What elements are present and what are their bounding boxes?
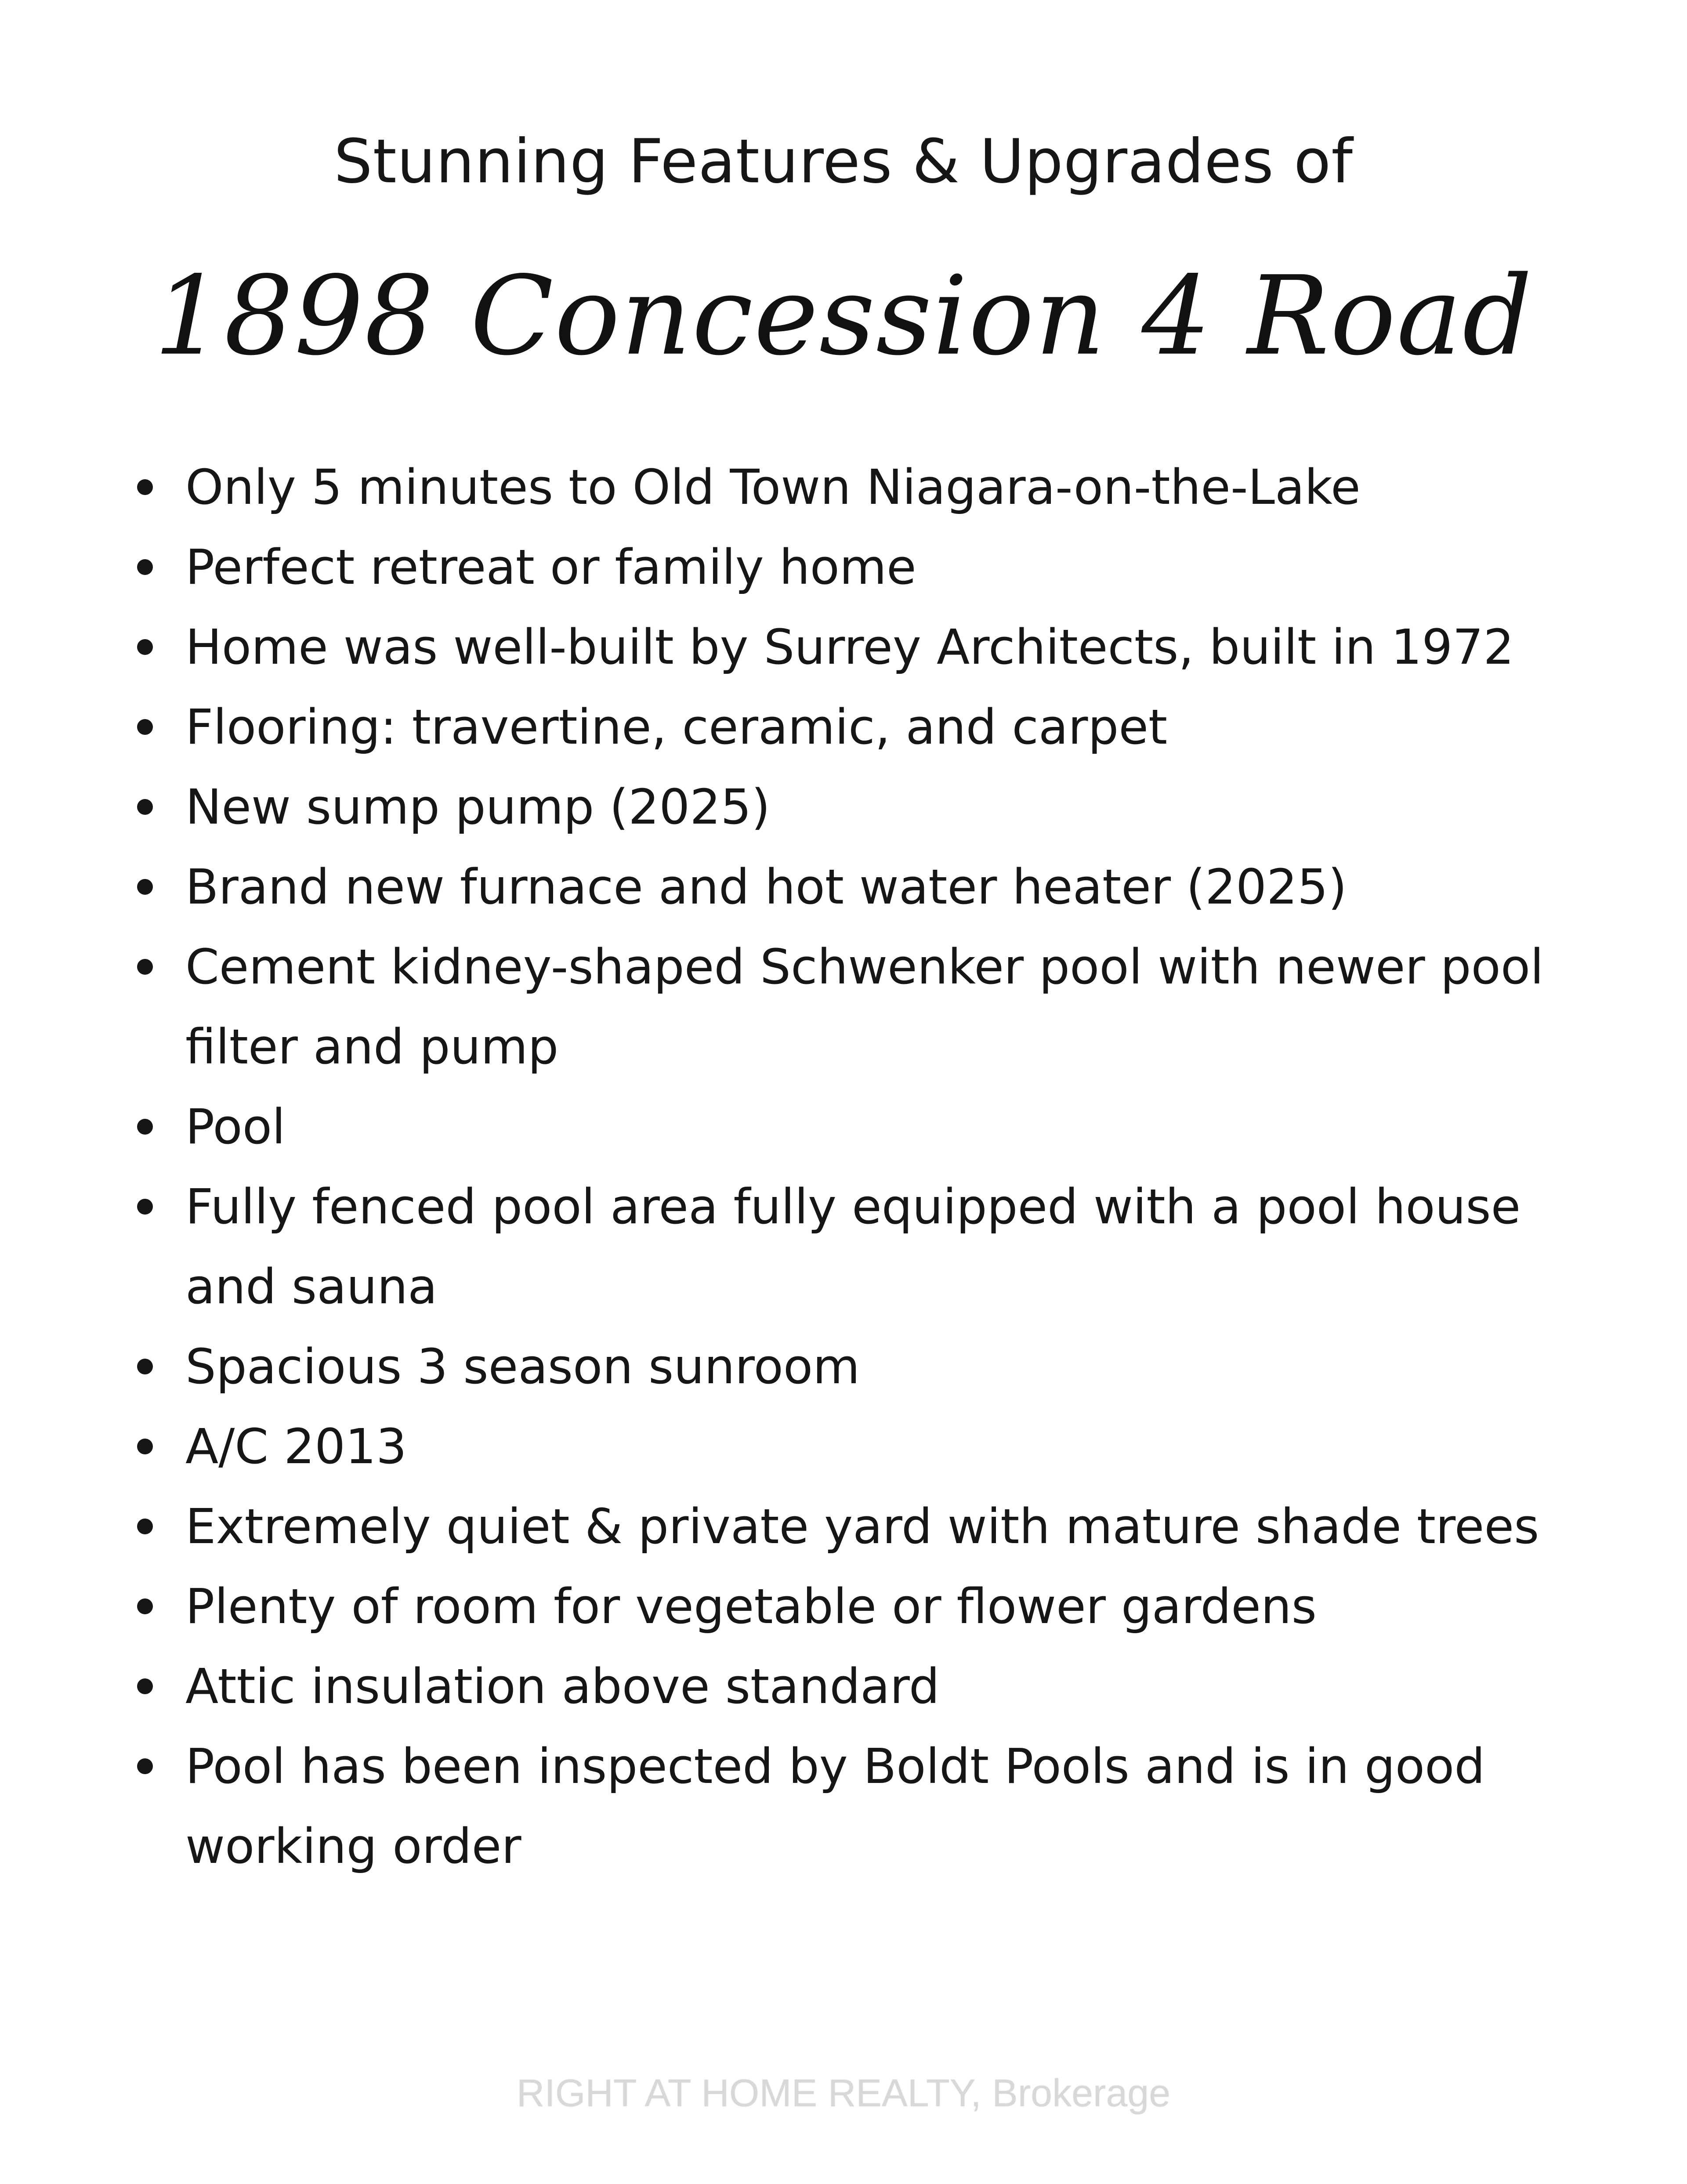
feature-text: Brand new furnace and hot water heater (2025) [185,859,1347,915]
bullet-icon [137,1119,153,1135]
page-subtitle: Stunning Features & Upgrades of [334,126,1353,197]
bullet-icon [137,1199,153,1215]
feature-text: Spacious 3 season sunroom [185,1338,860,1395]
feature-item [132,767,1577,847]
bullet-icon [137,1359,153,1374]
feature-item [132,447,1577,527]
feature-item [132,607,1577,687]
feature-item [132,1407,1577,1486]
feature-text: Pool has been inspected by Boldt Pools and is in good working order [185,1738,1485,1874]
feature-item [132,1167,1577,1327]
feature-item [132,1726,1577,1886]
feature-item [132,1486,1577,1566]
feature-item [132,1087,1577,1167]
bullet-icon [137,639,153,655]
bullet-icon [137,479,153,495]
feature-text: A/C 2013 [185,1418,407,1475]
feature-text: Pool [185,1099,286,1155]
feature-item [132,1566,1577,1646]
feature-item [132,927,1577,1087]
feature-text: Extremely quiet & private yard with mature shade trees [185,1498,1539,1555]
feature-text: Fully fenced pool area fully equipped with a pool house and sauna [185,1179,1521,1315]
feature-item [132,847,1577,927]
bullet-icon [137,959,153,975]
bullet-icon [137,1678,153,1694]
bullet-icon [137,559,153,575]
brokerage-watermark: RIGHT AT HOME REALTY, Brokerage [516,2071,1171,2115]
feature-item [132,1646,1577,1726]
feature-text: Only 5 minutes to Old Town Niagara-on-the-Lake [185,459,1361,515]
feature-text: New sump pump (2025) [185,779,771,835]
feature-text: Perfect retreat or family home [185,539,916,595]
feature-text: Home was well-built by Surrey Architects, built in 1972 [185,619,1514,675]
feature-text: Flooring: travertine, ceramic, and carpet [185,699,1168,755]
feature-text: Cement kidney-shaped Schwenker pool with newer pool filter and pump [185,939,1544,1075]
feature-item [132,687,1577,767]
bullet-icon [137,719,153,735]
feature-item [132,1327,1577,1407]
bullet-icon [137,1598,153,1614]
bullet-icon [137,799,153,815]
feature-text: Attic insulation above standard [185,1658,940,1714]
feature-text: Plenty of room for vegetable or flower gardens [185,1578,1317,1634]
property-address-title: 1898 Concession 4 Road [154,253,1533,380]
feature-item [132,527,1577,607]
bullet-icon [137,1439,153,1454]
bullet-icon [137,1519,153,1534]
features-list [132,447,1577,1886]
bullet-icon [137,1758,153,1774]
bullet-icon [137,879,153,895]
